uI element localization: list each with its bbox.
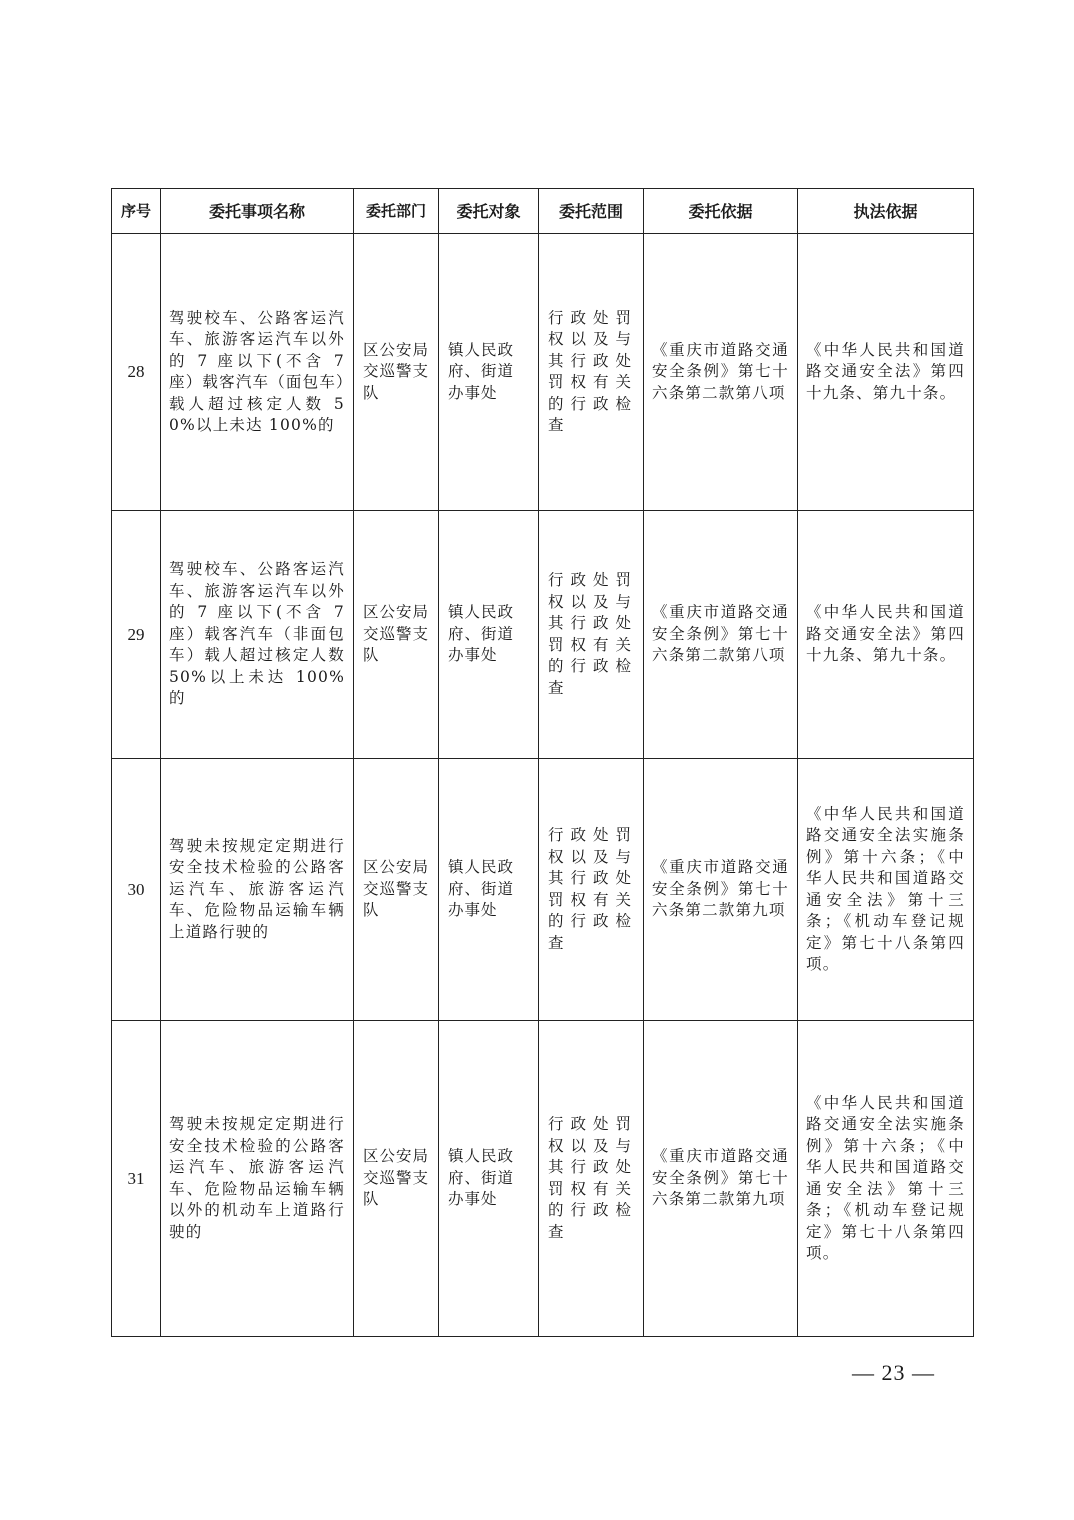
row-target: 镇人民政府、街道办事处: [439, 234, 539, 511]
table-row: [112, 234, 974, 511]
row-name: 驾驶校车、公路客运汽车、旅游客运汽车以外的 7 座以下(不含 7 座）载客汽车（非面包车）载人超过核定人数 50%以上未达 100%的: [161, 511, 354, 759]
row-law: 《中华人民共和国道路交通安全法实施条例》第十六条；《中华人民共和国道路交通安全法》第十三条；《机动车登记规定》第七十八条第四项。: [798, 1021, 974, 1337]
delegation-table: [111, 188, 974, 1337]
header-scope: 委托范围: [539, 189, 644, 234]
row-target: 镇人民政府、街道办事处: [439, 1021, 539, 1337]
row-scope: 行政处罚权以及与其行政处罚权有关的行政检查: [539, 234, 644, 511]
header-basis: 委托依据: [644, 189, 798, 234]
row-seq: 30: [112, 759, 161, 1021]
table-header-row: [112, 189, 974, 234]
row-seq: 31: [112, 1021, 161, 1337]
header-target: 委托对象: [439, 189, 539, 234]
row-scope: 行政处罚权以及与其行政处罚权有关的行政检查: [539, 759, 644, 1021]
header-law: 执法依据: [798, 189, 974, 234]
row-basis: 《重庆市道路交通安全条例》第七十六条第二款第九项: [644, 1021, 798, 1337]
row-law: 《中华人民共和国道路交通安全法》第四十九条、第九十条。: [798, 234, 974, 511]
row-target: 镇人民政府、街道办事处: [439, 759, 539, 1021]
header-seq: 序号: [112, 189, 161, 234]
row-name: 驾驶校车、公路客运汽车、旅游客运汽车以外的 7 座以下(不含 7 座）载客汽车（面包车）载人超过核定人数 50%以上未达 100%的: [161, 234, 354, 511]
row-target: 镇人民政府、街道办事处: [439, 511, 539, 759]
table-row: [112, 511, 974, 759]
row-name: 驾驶未按规定定期进行安全技术检验的公路客运汽车、旅游客运汽车、危险物品运输车辆上道路行驶的: [161, 759, 354, 1021]
table-row: [112, 1021, 974, 1337]
row-scope: 行政处罚权以及与其行政处罚权有关的行政检查: [539, 511, 644, 759]
row-seq: 28: [112, 234, 161, 511]
row-dept: 区公安局交巡警支队: [354, 234, 439, 511]
row-dept: 区公安局交巡警支队: [354, 759, 439, 1021]
row-law: 《中华人民共和国道路交通安全法实施条例》第十六条；《中华人民共和国道路交通安全法》第十三条；《机动车登记规定》第七十八条第四项。: [798, 759, 974, 1021]
row-dept: 区公安局交巡警支队: [354, 511, 439, 759]
row-name: 驾驶未按规定定期进行安全技术检验的公路客运汽车、旅游客运汽车、危险物品运输车辆以外的机动车上道路行驶的: [161, 1021, 354, 1337]
row-law: 《中华人民共和国道路交通安全法》第四十九条、第九十条。: [798, 511, 974, 759]
row-basis: 《重庆市道路交通安全条例》第七十六条第二款第八项: [644, 511, 798, 759]
row-basis: 《重庆市道路交通安全条例》第七十六条第二款第九项: [644, 759, 798, 1021]
row-scope: 行政处罚权以及与其行政处罚权有关的行政检查: [539, 1021, 644, 1337]
row-dept: 区公安局交巡警支队: [354, 1021, 439, 1337]
header-dept: 委托部门: [354, 189, 439, 234]
page-number: — 23 —: [852, 1360, 935, 1385]
row-basis: 《重庆市道路交通安全条例》第七十六条第二款第八项: [644, 234, 798, 511]
row-seq: 29: [112, 511, 161, 759]
table-row: [112, 759, 974, 1021]
header-name: 委托事项名称: [161, 189, 354, 234]
